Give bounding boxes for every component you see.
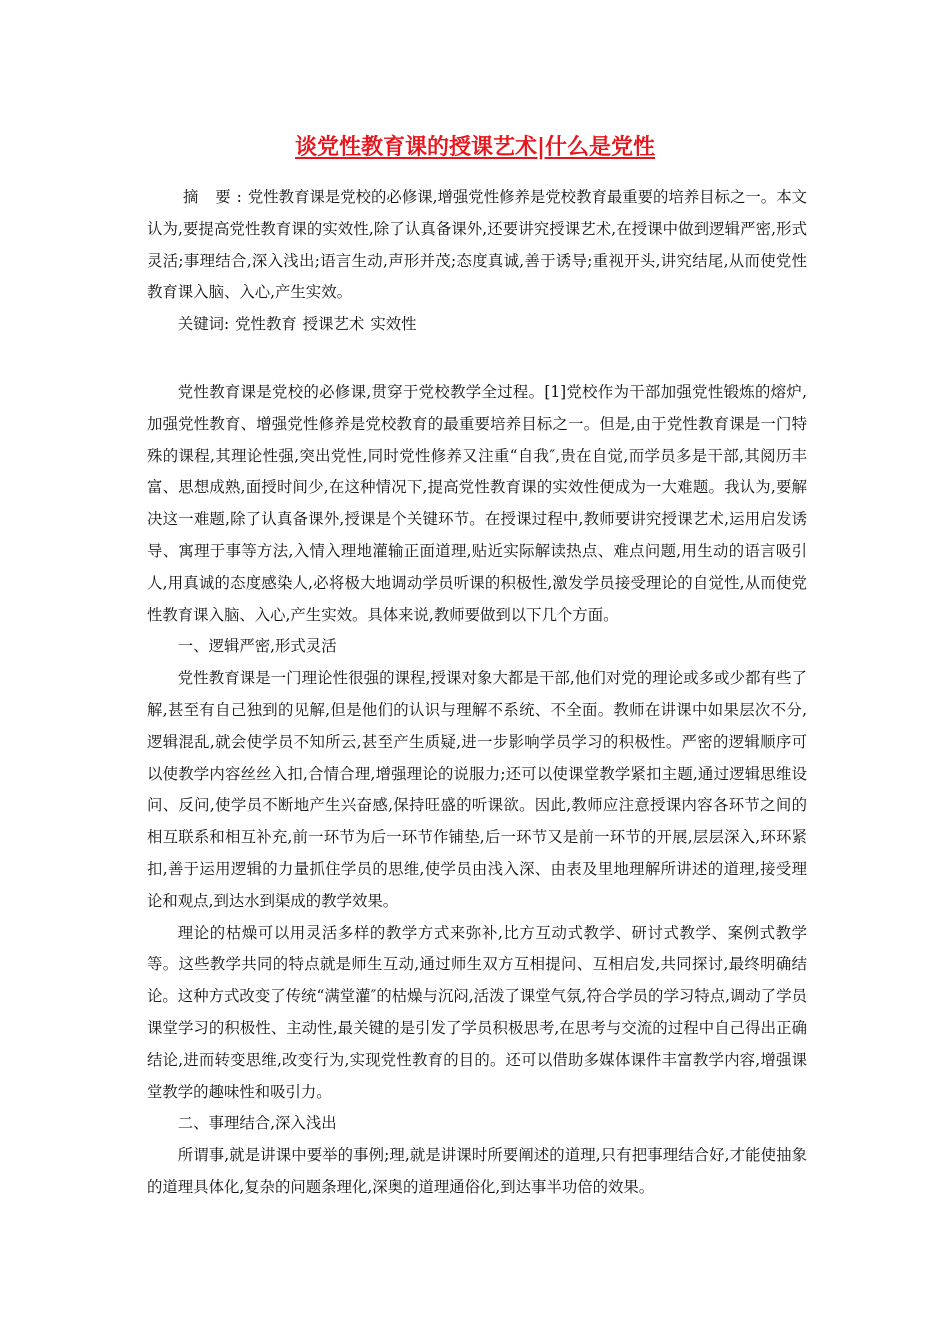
keywords bbox=[147, 309, 807, 341]
abstract-text: 党性教育课是党校的必修课,增强党性修养是党校教育最重要的培养目标之一。本文认为,要提高党性教育课的实效性,除了认真备课外,还要讲究授课艺术,在授课中做到逻辑严密,形式灵活;事理结合,深入浅出;语言生动,声形并茂;态度真诚,善于诱导;重视开头,讲究结尾,从而使党性教育课入脑、入心,产生实效。 bbox=[147, 188, 807, 302]
section-gap bbox=[147, 341, 807, 377]
keywords-label: 关键词: bbox=[177, 315, 230, 334]
keyword: 实效性 bbox=[370, 315, 417, 334]
keyword: 授课艺术 bbox=[302, 315, 365, 334]
abstract bbox=[147, 182, 807, 309]
body-paragraph: 所谓事,就是讲课中要举的事例;理,就是讲课时所要阐述的道理,只有把事理结合好,才能使抽象的道理具体化,复杂的问题条理化,深奥的道理通俗化,到达事半功倍的效果。 bbox=[147, 1146, 807, 1196]
body-paragraph: 党性教育课是一门理论性很强的课程,授课对象大都是干部,他们对党的理论或多或少都有些了解,甚至有自己独到的见解,但是他们的认识与理解不系统、不全面。教师在讲课中如果层次不分,逻辑混乱,就会使学员不知所云,甚至产生质疑,进一步影响学员学习的积极性。严密的逻辑顺序可以使教学内容丝丝入扣,合情合理,增强理论的说服力;还可以使课堂教学紧扣主题,通过逻辑思维设问、反问,使学员不断地产生兴奋感,保持旺盛的听课欲。因此,教师应注意授课内容各环节之间的相互联系和相互补充,前一环节为后一环节作铺垫,后一环节又是前一环节的开展,层层深入,环环紧扣,善于运用逻辑的力量抓住学员的思维,使学员由浅入深、由表及里地理解所讲述的道理,接受理论和观点,到达水到渠成的教学效果。 bbox=[147, 669, 807, 910]
section-heading: 一、逻辑严密,形式灵活 bbox=[177, 637, 337, 656]
document-body bbox=[147, 182, 807, 1204]
body-paragraph: 理论的枯燥可以用灵活多样的教学方式来弥补,比方互动式教学、研讨式教学、案例式教学等。这些教学共同的特点就是师生互动,通过师生双方互相提问、互相启发,共同探讨,最终明确结论。这种方式改变了传统“满堂灌″的枯燥与沉闷,活泼了课堂气氛,符合学员的学习特点,调动了学员课堂学习的积极性、主动性,最关键的是引发了学员积极思考,在思考与交流的过程中自己得出正确结论,进而转变思维,改变行为,实现党性教育的目的。还可以借助多媒体课件丰富教学内容,增强课堂教学的趣味性和吸引力。 bbox=[147, 923, 807, 1101]
abstract-label: 摘 要: bbox=[183, 188, 248, 206]
document-title: 谈党性教育课的授课艺术|什么是党性 bbox=[294, 135, 656, 160]
section-heading: 二、事理结合,深入浅出 bbox=[177, 1114, 337, 1133]
body-paragraph: 党性教育课是党校的必修课,贯穿于党校教学全过程。[1]党校作为干部加强党性锻炼的熔炉,加强党性教育、增强党性修养是党校教育的最重要培养目标之一。但是,由于党性教育课是一门特殊的课程,其理论性强,突出党性,同时党性修养又注重“自我″,贵在自觉,而学员多是干部,其阅历丰富、思想成熟,面授时间少,在这种情况下,提高党性教育课的实效性便成为一大难题。我认为,要解决这一难题,除了认真备课外,授课是个关键环节。在授课过程中,教师要讲究授课艺术,运用启发诱导、寓理于事等方法,入情入理地灌输正面道理,贴近实际解读热点、难点问题,用生动的语言吸引人,用真诚的态度感染人,必将极大地调动学员听课的积极性,激发学员接受理论的自觉性,从而使党性教育课入脑、入心,产生实效。具体来说,教师要做到以下几个方面。 bbox=[147, 382, 807, 624]
keyword: 党性教育 bbox=[235, 315, 297, 334]
